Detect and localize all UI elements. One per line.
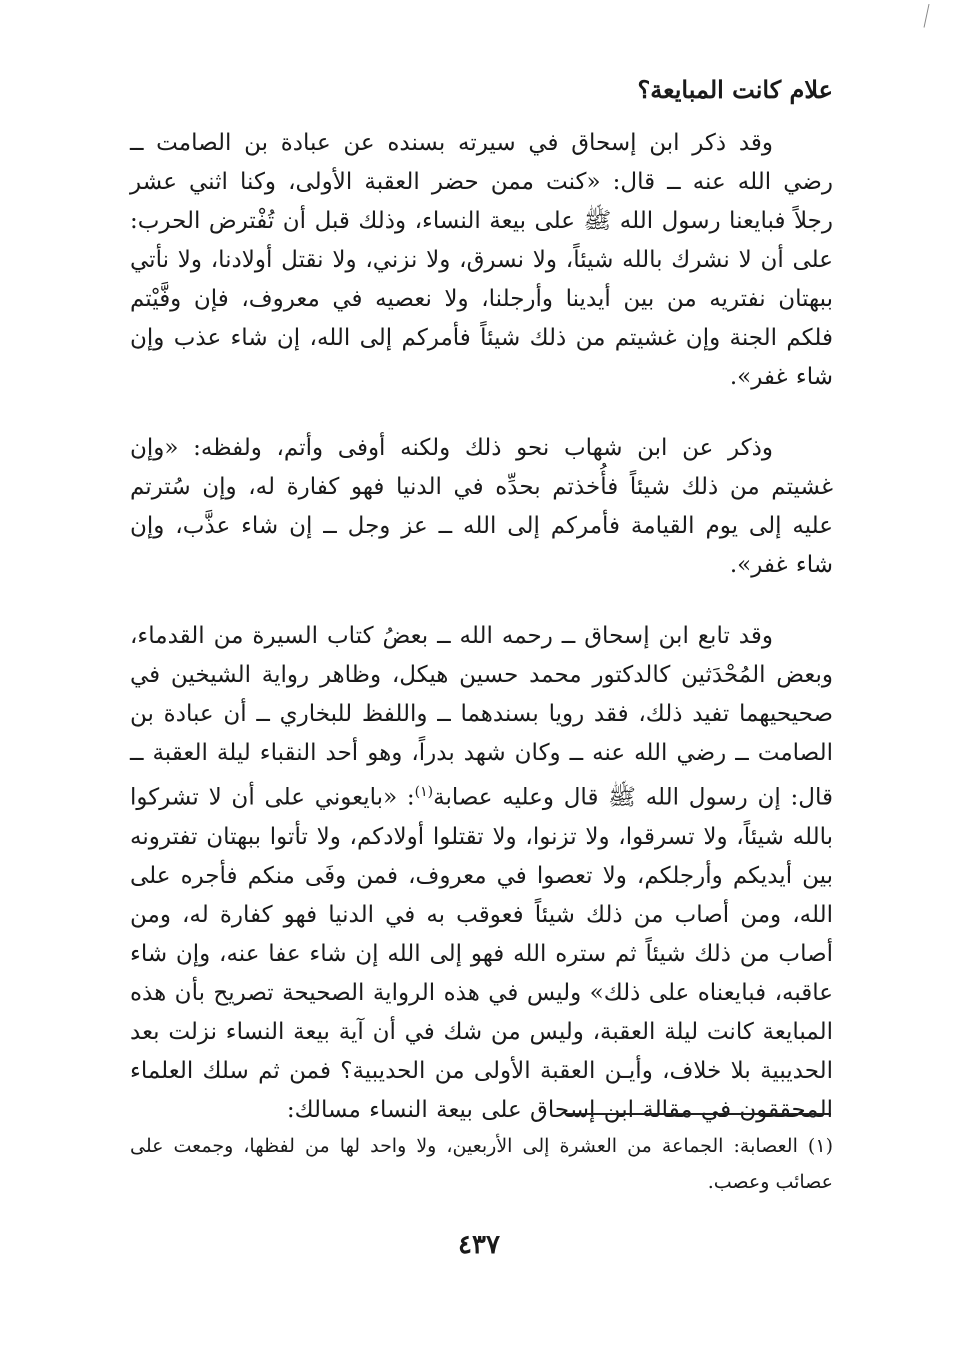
page-number: ٤٣٧ [458, 1230, 500, 1260]
footnote: (١) العصابة: الجماعة من العشرة إلى الأربعين، ولا واحد لها من لفظها، وجمعت على عصائب وعصب. [130, 1135, 833, 1193]
paragraph-3-part-1: وقد تابع ابن إسحاق ــ رحمه الله ــ بعضُ كتاب السيرة من القدماء، وبعض المُحْدَثين كالدكتور محمد حسين هيكل، وظاهر رواية الشيخين في صحيحيهما تفيد ذلك، فقد رويا بسندهما ــ واللفظ للبخاري ــ أن عبادة بن الصامت ــ رضي الله عنه ــ وكان شهد بدراً، وهو أحد النقباء ليلة العقبة ــ قال: إن رسول الله ﷺ قال وعليه عصابة [130, 623, 833, 811]
paragraph-3-part-2: : «بايعوني على أن لا تشركوا بالله شيئاً، ولا تسرقوا، ولا تزنوا، ولا تقتلوا أولادكم، ولا تأتوا ببهتان تفترونه بين أيديكم وأرجلكم، ولا تعصوا في معروف، فمن وفَى منكم فأجره على الله، ومن أصاب من ذلك شيئاً فعوقب به في الدنيا فهو كفارة له، ومن أصاب من ذلك شيئاً ثم ستره الله فهو إلى الله إن شاء عفا عنه، وإن شاء عاقبه، فبايعناه على ذلك» وليس في هذه الرواية الصحيحة تصريح بأن هذه المبايعة كانت ليلة العقبة، وليس من شك في أن آية بيعة النساء نزلت بعد الحديبية بلا خلاف، وأيـن العقبة الأولى من الحديبية؟ فمن ثم سلك العلماء المحققون في مقالة ابن إسحاق على بيعة النساء مسالك: [130, 784, 833, 1123]
margin-mark [924, 4, 932, 28]
footnote-reference[interactable]: (١) [414, 784, 434, 800]
paragraph-3 [130, 617, 833, 1130]
page-body [130, 70, 833, 1130]
footnote-divider [565, 1113, 831, 1115]
paragraph-1: وقد ذكر ابن إسحاق في سيرته بسنده عن عبادة بن الصامت ــ رضي الله عنه ــ قال: «كنت ممن حضر العقبة الأولى، وكنا اثني عشر رجلاً فبايعنا رسول الله ﷺ على بيعة النساء، وذلك قبل أن تُفْترض الحرب: على أن لا نشرك بالله شيئاً، ولا نسرق، ولا نزني، ولا نقتل أولادنا، ولا نأتي ببهتان نفتريه من بين أيدينا وأرجلنا، ولا نعصيه في معروف، فإن وفَّيْتم فلكم الجنة وإن غشيتم من ذلك شيئاً فأمركم إلى الله، إن شاء عذب وإن شاء غفر». [130, 130, 833, 390]
section-heading: علام كانت المبايعة؟ [637, 75, 833, 104]
paragraph-2: وذكر عن ابن شهاب نحو ذلك ولكنه أوفى وأتم، ولفظه: «وإن غشيتم من ذلك شيئاً فأُخذتم بحدِّه في الدنيا فهو كفارة له، وإن سُترتم عليه إلى يوم القيامة فأمركم إلى الله ــ عز وجل ــ إن شاء عذَّب، وإن شاء غفر». [130, 435, 833, 578]
